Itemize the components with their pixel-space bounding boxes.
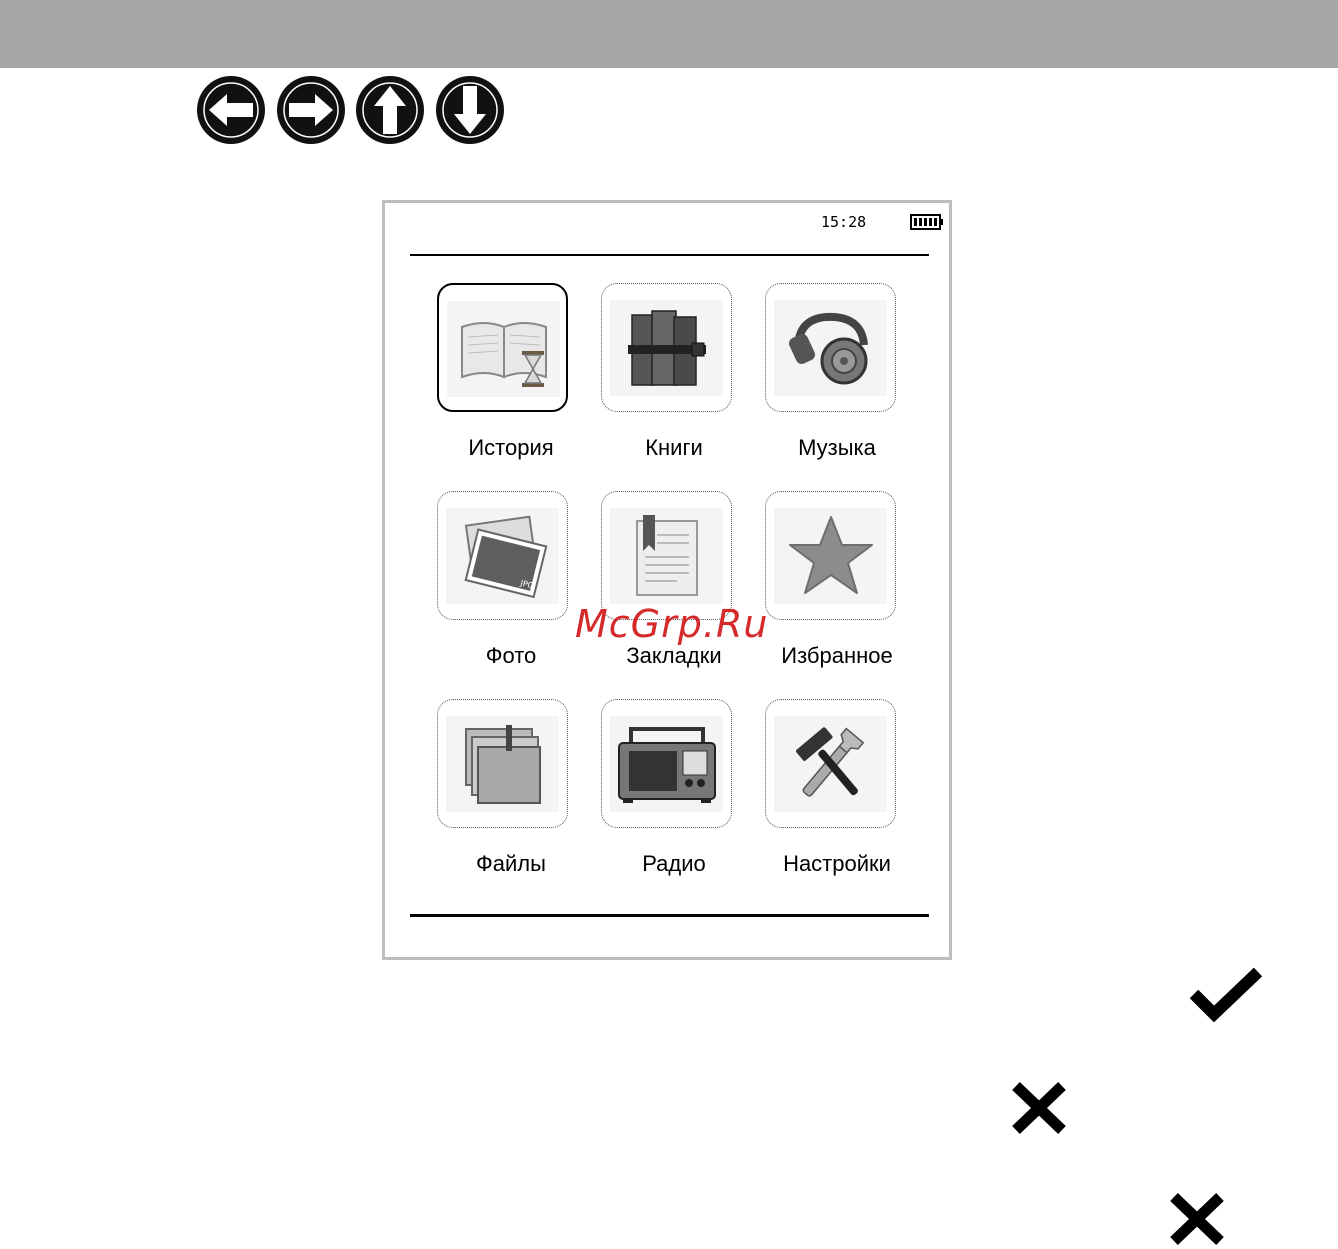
arrow-right-icon[interactable]	[277, 76, 345, 144]
menu-label-books: Книги	[645, 435, 703, 460]
svg-text:JPG: JPG	[519, 578, 535, 591]
cross-icon	[1168, 1191, 1226, 1247]
headphones-icon	[786, 305, 876, 391]
folders-icon	[458, 721, 548, 807]
battery-full-icon	[910, 214, 944, 230]
divider-top	[410, 254, 929, 256]
menu-label-history: История	[468, 435, 554, 460]
check-icon	[1188, 966, 1264, 1024]
cross-icon	[1010, 1080, 1068, 1136]
radio-icon	[615, 721, 719, 807]
menu-tile-history[interactable]	[437, 283, 568, 412]
arrow-down-icon[interactable]	[436, 76, 504, 144]
photo-icon	[455, 513, 551, 599]
menu-label-settings: Настройки	[783, 851, 891, 876]
star-icon	[786, 513, 876, 599]
menu-tile-files[interactable]	[437, 699, 568, 828]
arrow-left-icon[interactable]	[197, 76, 265, 144]
history-book-icon	[454, 309, 554, 389]
books-icon	[622, 305, 712, 391]
menu-tile-books[interactable]	[601, 283, 732, 412]
device-screen	[382, 200, 952, 960]
menu-label-music: Музыка	[798, 435, 876, 460]
menu-tile-photo[interactable]	[437, 491, 568, 620]
tools-icon	[786, 721, 876, 807]
menu-label-favorites: Избранное	[781, 643, 893, 668]
menu-label-radio: Радио	[642, 851, 706, 876]
arrow-up-icon[interactable]	[356, 76, 424, 144]
status-time: 15:28	[821, 213, 867, 231]
menu-tile-music[interactable]	[765, 283, 896, 412]
divider-bottom	[410, 914, 929, 917]
top-bar	[0, 0, 1338, 68]
watermark: McGrp.Ru	[575, 602, 769, 646]
menu-label-files: Файлы	[476, 851, 546, 876]
menu-tile-radio[interactable]	[601, 699, 732, 828]
menu-tile-bookmarks[interactable]	[601, 491, 732, 620]
bookmark-icon	[627, 513, 707, 599]
menu-label-bookmarks: Закладки	[626, 643, 722, 668]
menu-tile-settings[interactable]	[765, 699, 896, 828]
menu-tile-favorites[interactable]	[765, 491, 896, 620]
menu-label-photo: Фото	[485, 643, 537, 668]
